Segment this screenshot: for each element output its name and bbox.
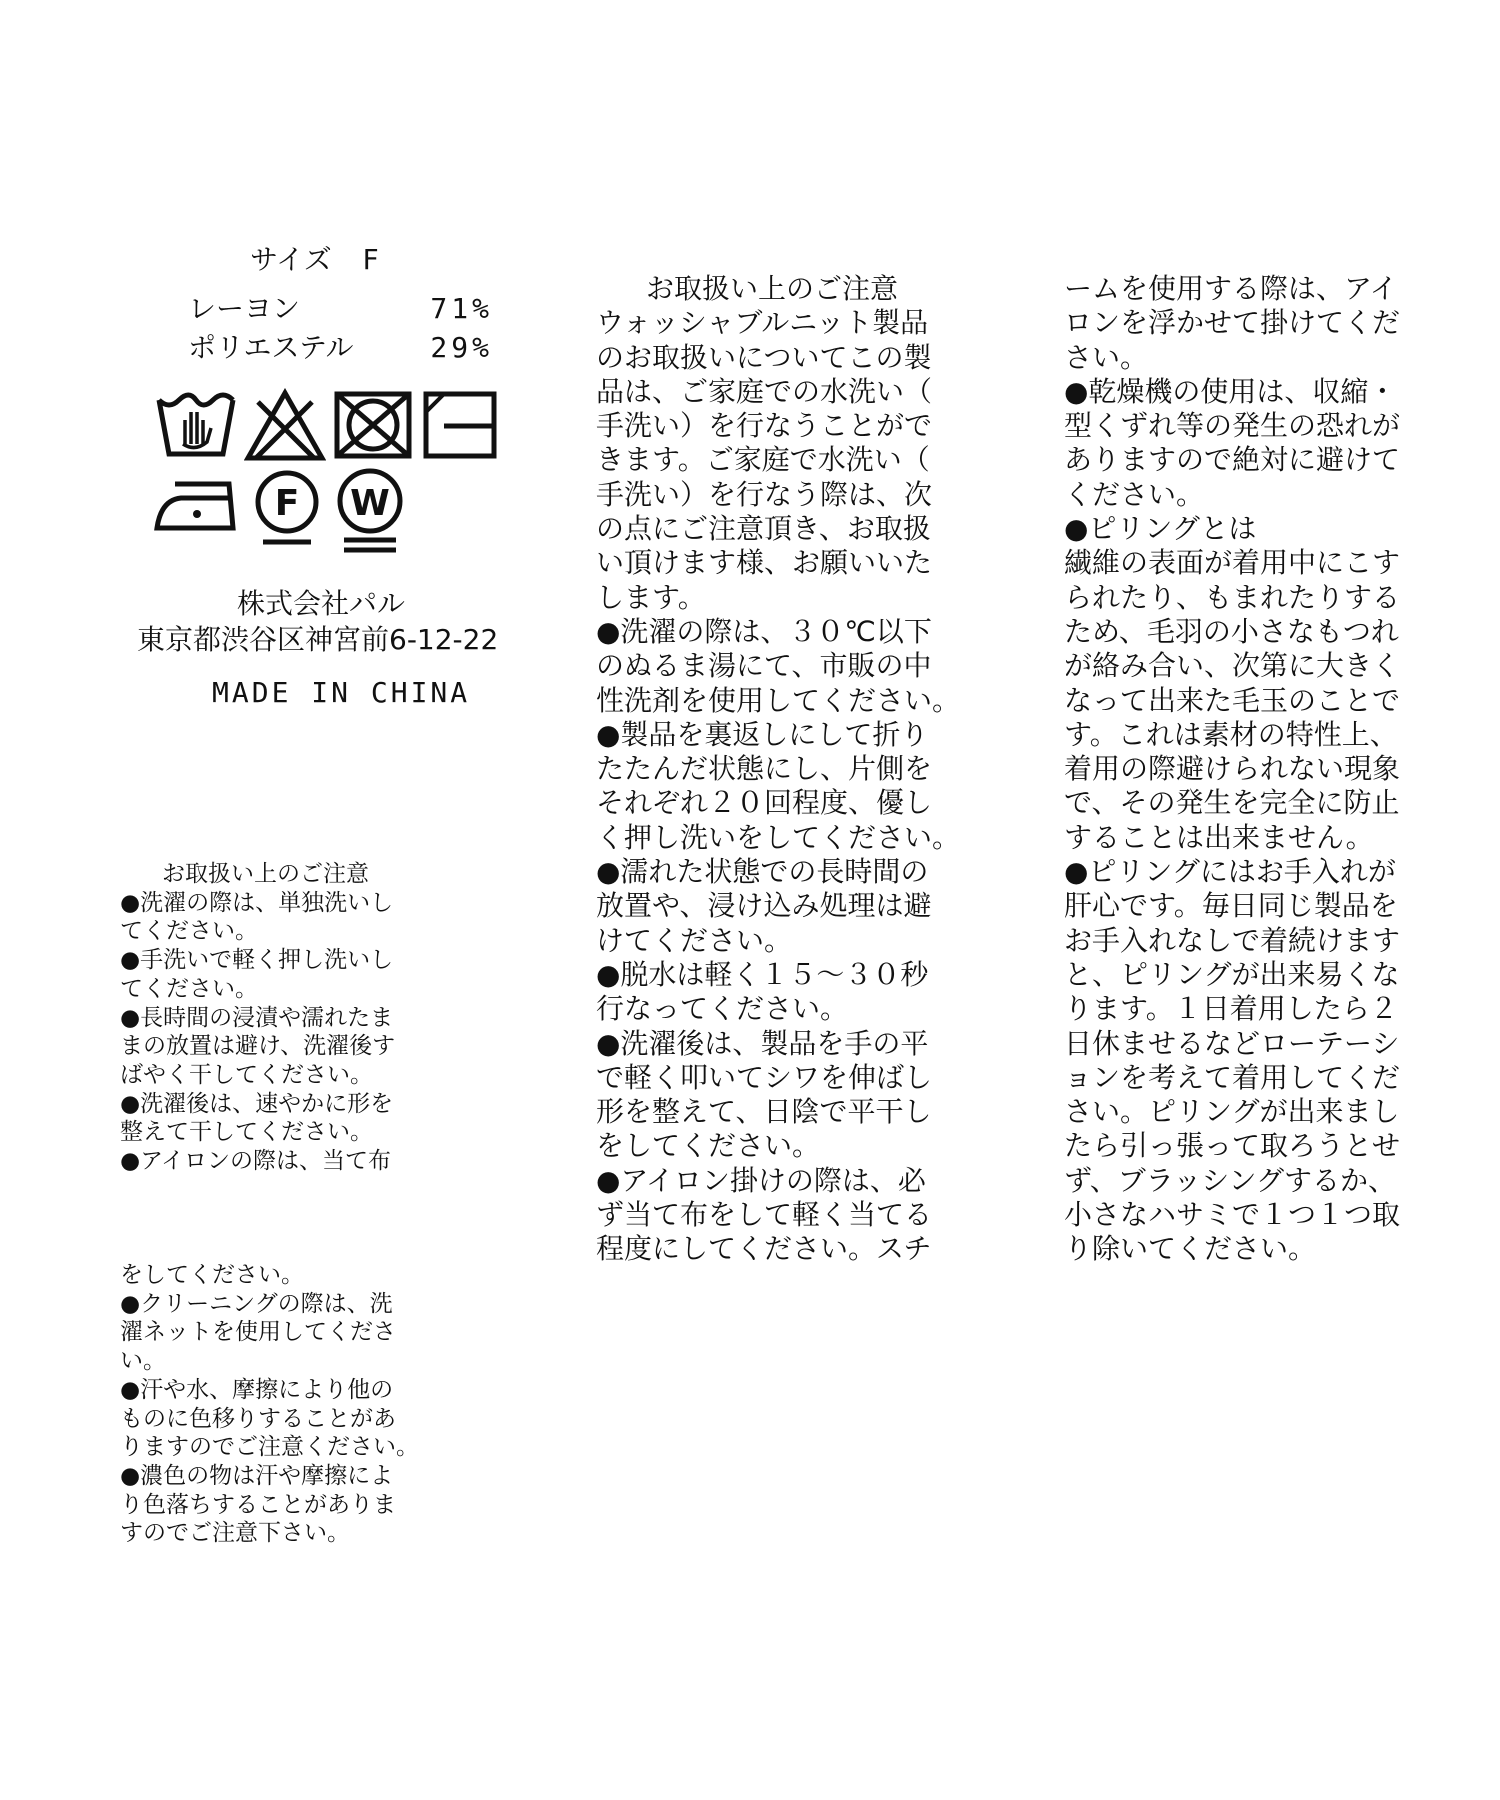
size-label: サイズ <box>250 243 332 276</box>
care-note-line: さい。ピリングが出来まし <box>1064 1095 1400 1129</box>
care-note-line: なって出来た毛玉のことで <box>1064 683 1401 717</box>
care-note-line: が絡み合い、次第に大きく <box>1064 649 1401 683</box>
care-note-line: てください。 <box>120 918 258 945</box>
material-name: ポリエステル <box>188 331 354 364</box>
care-notes-middle <box>596 272 960 1267</box>
care-note-line: ばやく干してください。 <box>120 1061 373 1088</box>
care-note-line: のぬるま湯にて、市販の中 <box>596 649 932 683</box>
care-note-line: 着用の際避けられない現象 <box>1064 752 1401 786</box>
svg-text:F: F <box>274 483 300 524</box>
care-note-line: します。 <box>596 580 706 614</box>
care-note-line: 行なってください。 <box>596 992 849 1026</box>
care-note-line: ものに色移りすることがあ <box>120 1405 396 1432</box>
flat-dry-shade-icon <box>422 390 498 460</box>
care-note-line: たたんだ状態にし、片側を <box>596 752 933 786</box>
size-row <box>250 243 379 277</box>
care-note-line: ●濡れた状態での長時間の <box>596 855 929 889</box>
care-note-line: ロンを浮かせて掛けてくだ <box>1064 306 1401 340</box>
care-note-line: い頂けます様、お願いいた <box>596 546 933 580</box>
care-notes-middle-list <box>596 306 960 1266</box>
care-note-line: ●汗や水、摩擦により他の <box>120 1376 394 1403</box>
care-note-line: り色落ちすることがありま <box>120 1491 396 1518</box>
material-name: レーヨン <box>188 292 301 325</box>
care-note-line: 濯ネットを使用してくださ <box>120 1319 396 1346</box>
composition-row-2 <box>188 331 493 365</box>
care-note-line: をしてください。 <box>120 1262 304 1288</box>
care-note-line: く押し洗いをしてください。 <box>596 820 961 854</box>
care-note-line: ●乾燥機の使用は、収縮・ <box>1064 374 1397 408</box>
care-note-line: ●洗濯の際は、単独洗いし <box>120 889 394 916</box>
country-of-origin: MADE IN CHINA <box>212 676 471 709</box>
care-note-line: ず、ブラッシングするか、 <box>1064 1163 1396 1197</box>
care-note-line: 形を整えて、日陰で平干し <box>596 1095 932 1129</box>
company-address: 東京都渋谷区神宮前6-12-22 <box>137 623 499 656</box>
care-note-line: ●洗濯の際は、３０℃以下 <box>596 614 932 648</box>
care-note-line: 整えて干してください。 <box>120 1119 373 1146</box>
care-note-line: ●手洗いで軽く押し洗いし <box>120 947 394 974</box>
material-percent: 29% <box>430 331 493 364</box>
care-note-line: けてください。 <box>596 923 793 957</box>
care-notes-title: お取扱い上のご注意 <box>646 272 899 305</box>
care-note-line: 日休ませるなどローテーシ <box>1064 1026 1400 1060</box>
iron-low-icon <box>153 470 239 536</box>
care-note-line: 手洗い）を行なう際は、次 <box>596 477 933 511</box>
care-note-line: で軽く叩いてシワを伸ばし <box>596 1060 933 1094</box>
care-note-line: 品は、ご家庭での水洗い（ <box>596 374 933 408</box>
care-notes-left-part-b <box>120 1261 419 1548</box>
care-note-line: をしてください。 <box>596 1129 821 1163</box>
no-bleach-icon <box>244 388 326 462</box>
care-notes-right <box>1064 272 1400 1267</box>
care-note-line: す。これは素材の特性上、 <box>1064 717 1398 751</box>
care-note-line: ウォッシャブルニット製品 <box>596 306 929 340</box>
care-note-line: さい。 <box>1064 340 1149 374</box>
care-note-line: 繊維の表面が着用中にこす <box>1064 546 1401 580</box>
care-note-line: ●ピリングとは <box>1064 512 1257 546</box>
care-note-line: お手入れなしで着続けます <box>1064 923 1401 957</box>
hand-wash-30-icon <box>155 392 237 460</box>
care-note-line: ●脱水は軽く１５～３０秒 <box>596 957 929 991</box>
care-note-line: 型くずれ等の発生の恐れが <box>1064 409 1401 443</box>
care-note-line: 放置や、浸け込み処理は避 <box>596 889 932 923</box>
care-note-line: と、ピリングが出来易くな <box>1064 957 1400 991</box>
care-notes-title: お取扱い上のご注意 <box>162 861 369 887</box>
care-note-line: 性洗剤を使用してください。 <box>596 683 961 717</box>
care-note-line: 手洗い）を行なうことがで <box>596 409 933 443</box>
wet-clean-w-icon <box>334 466 406 556</box>
care-note-line: ため、毛羽の小さなもつれ <box>1064 614 1399 648</box>
care-note-line: ●製品を裏返しにして折り <box>596 717 929 751</box>
care-note-line: ●アイロンの際は、当て布 <box>120 1148 391 1175</box>
care-note-line: ●クリーニングの際は、洗 <box>120 1290 393 1317</box>
care-note-line: ●濃色の物は汗や摩擦によ <box>120 1462 394 1489</box>
care-note-line: ョンを考えて着用してくだ <box>1064 1060 1401 1094</box>
care-note-line: ず当て布をして軽く当てる <box>596 1198 933 1232</box>
care-note-line: で、その発生を完全に防止 <box>1064 786 1400 820</box>
care-note-line: ります。１日着用したら２ <box>1064 992 1398 1026</box>
care-note-line: り除いてください。 <box>1064 1232 1317 1266</box>
care-note-line: 小さなハサミで１つ１つ取 <box>1064 1198 1401 1232</box>
care-notes-left-continued <box>120 1261 419 1548</box>
care-note-line: のお取扱いについてこの製 <box>596 340 932 374</box>
care-note-line: まの放置は避け、洗濯後す <box>120 1033 396 1060</box>
composition-row-1 <box>188 292 493 326</box>
material-percent: 71% <box>430 292 493 325</box>
care-note-line: ●長時間の浸漬や濡れたま <box>120 1004 394 1031</box>
size-value: F <box>362 243 379 276</box>
care-note-line: ●洗濯後は、速やかに形を <box>120 1090 394 1117</box>
care-notes-left-part-a <box>120 889 395 1176</box>
care-note-line: 程度にしてください。スチ <box>596 1232 932 1266</box>
care-note-line: の点にご注意頂き、お取扱 <box>596 512 931 546</box>
svg-text:W: W <box>350 483 390 524</box>
no-tumble-dry-icon <box>333 390 413 460</box>
care-note-line: 肝心です。毎日同じ製品を <box>1064 889 1398 923</box>
care-note-line: てください。 <box>120 975 258 1002</box>
care-note-line: りますのでご注意ください。 <box>120 1434 419 1461</box>
care-note-line: い。 <box>120 1348 166 1375</box>
care-note-line: それぞれ２０回程度、優し <box>596 786 933 820</box>
care-note-line: ームを使用する際は、アイ <box>1064 272 1398 305</box>
company-name: 株式会社パル <box>237 587 406 620</box>
dry-clean-f-icon <box>253 468 321 548</box>
care-note-line: られたり、もまれたりする <box>1064 580 1401 614</box>
care-note-line: きます。ご家庭で水洗い（ <box>596 443 930 477</box>
care-notes-right-list <box>1064 272 1400 1267</box>
care-note-line: することは出来ません。 <box>1064 820 1374 854</box>
care-note-line: ください。 <box>1064 477 1205 511</box>
care-note-line: ●ピリングにはお手入れが <box>1064 855 1396 889</box>
care-note-line: ありますので絶対に避けて <box>1064 443 1401 477</box>
care-note-line: ●洗濯後は、製品を手の平 <box>596 1026 929 1060</box>
care-notes-left <box>120 860 395 1176</box>
care-note-line: すのでご注意下さい。 <box>120 1520 350 1547</box>
care-note-line: ●アイロン掛けの際は、必 <box>596 1163 926 1197</box>
care-note-line: たら引っ張って取ろうとせ <box>1064 1129 1401 1163</box>
